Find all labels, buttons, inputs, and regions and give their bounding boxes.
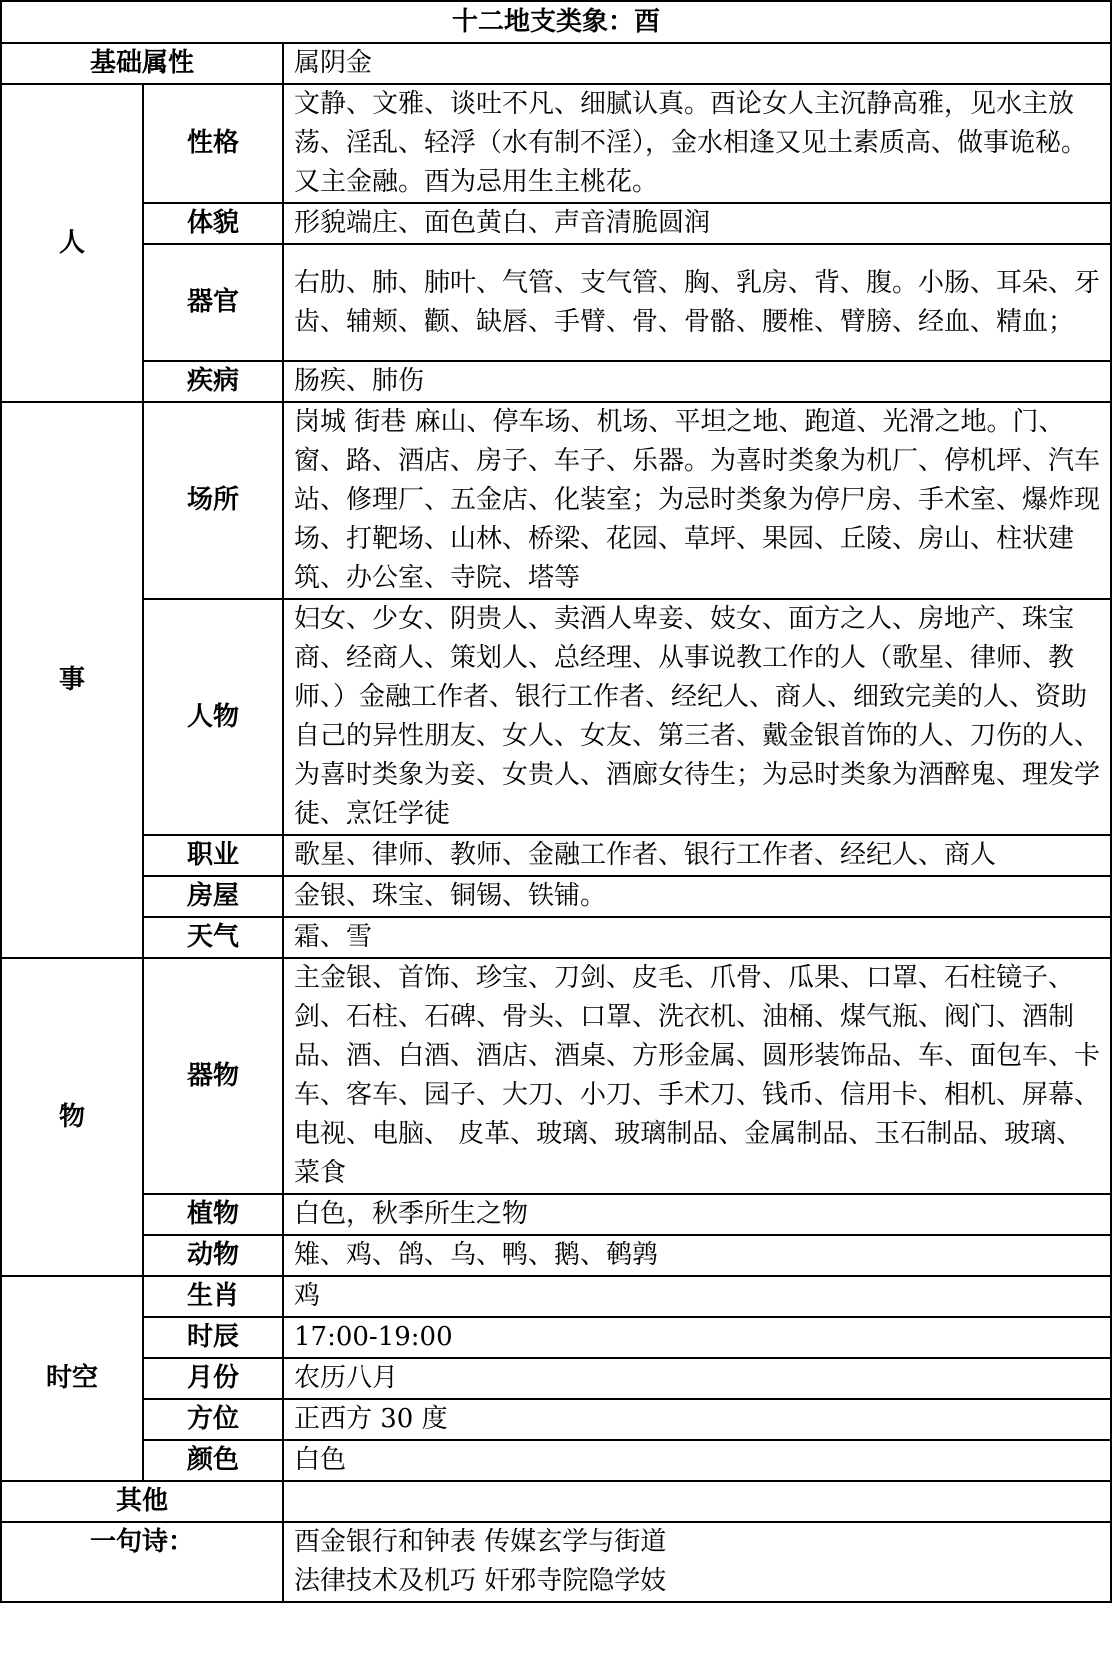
row-value-jibing: 肠疾、肺伤 — [283, 361, 1111, 402]
table-row — [1, 958, 1111, 1194]
table-title: 十二地支类象：酉 — [1, 1, 1111, 43]
row-label-shengxiao: 生肖 — [143, 1276, 283, 1317]
row-value-tianqi: 霜、雪 — [283, 917, 1111, 958]
row-label-tianqi: 天气 — [143, 917, 283, 958]
table-row — [1, 1399, 1111, 1440]
table-row — [1, 1276, 1111, 1317]
row-label-timao: 体貌 — [143, 203, 283, 244]
row-value-shengxiao: 鸡 — [283, 1276, 1111, 1317]
group-label-shikong: 时空 — [1, 1276, 143, 1481]
row-value-qiguan: 右肋、肺、肺叶、气管、支气管、胸、乳房、背、腹。小肠、耳朵、牙齿、辅颊、颧、缺唇、手臂、骨、骨骼、腰椎、臂膀、经血、精血； — [283, 244, 1111, 361]
row-label-yuefen: 月份 — [143, 1358, 283, 1399]
row-value-timao: 形貌端庄、面色黄白、声音清脆圆润 — [283, 203, 1111, 244]
row-label-renwu: 人物 — [143, 599, 283, 835]
row-label-fangwei: 方位 — [143, 1399, 283, 1440]
row-label-qiguan: 器官 — [143, 244, 283, 361]
table-row — [1, 835, 1111, 876]
table-row — [1, 1235, 1111, 1276]
basic-value: 属阴金 — [283, 43, 1111, 84]
group-label-wu: 物 — [1, 958, 143, 1276]
table-row — [1, 244, 1111, 361]
row-value-zhiye: 歌星、律师、教师、金融工作者、银行工作者、经纪人、商人 — [283, 835, 1111, 876]
row-label-xingge: 性格 — [143, 84, 283, 203]
row-label-changsuo: 场所 — [143, 402, 283, 599]
row-value-renwu: 妇女、少女、阴贵人、卖酒人卑妾、妓女、面方之人、房地产、珠宝商、经商人、策划人、总经理、从事说教工作的人（歌星、律师、教师、）金融工作者、银行工作者、经纪人、商人、细致完美的人、资助自己的异性朋友、女人、女友、第三者、戴金银首饰的人、刀伤的人、为喜时类象为妾、女贵人、酒廊女待生；为忌时类象为酒醉鬼、理发学徒、烹饪学徒 — [283, 599, 1111, 835]
row-value-qiwu: 主金银、首饰、珍宝、刀剑、皮毛、爪骨、瓜果、口罩、石柱镜子、剑、石柱、石碑、骨头、口罩、洗衣机、油桶、煤气瓶、阀门、酒制品、酒、白酒、酒店、酒桌、方形金属、圆形装饰品、车、面包车、卡车、客车、园子、大刀、小刀、手术刀、钱币、信用卡、相机、屏幕、电视、电脑、 皮革、玻璃、玻璃制品、金属制品、玉石制品、玻璃、菜食 — [283, 958, 1111, 1194]
other-row — [1, 1481, 1111, 1522]
row-label-fangwu: 房屋 — [143, 876, 283, 917]
row-value-yanse: 白色 — [283, 1440, 1111, 1481]
row-value-yuefen: 农历八月 — [283, 1358, 1111, 1399]
row-value-fangwu: 金银、珠宝、铜锡、铁铺。 — [283, 876, 1111, 917]
row-label-zhiye: 职业 — [143, 835, 283, 876]
title-row — [1, 1, 1111, 43]
row-value-changsuo: 岗城 街巷 麻山、停车场、机场、平坦之地、跑道、光滑之地。门、窗、路、酒店、房子、车子、乐器。为喜时类象为机厂、停机坪、汽车站、修理厂、五金店、化装室；为忌时类象为停尸房、手术室、爆炸现场、打靶场、山林、桥梁、花园、草坪、果园、丘陵、房山、柱状建筑、办公室、寺院、塔等 — [283, 402, 1111, 599]
group-label-shi: 事 — [1, 402, 143, 958]
table-row — [1, 84, 1111, 203]
other-value — [283, 1481, 1111, 1522]
row-label-zhiwu: 植物 — [143, 1194, 283, 1235]
table-row — [1, 203, 1111, 244]
poem-label: 一句诗： — [1, 1522, 283, 1602]
row-value-zhiwu: 白色，秋季所生之物 — [283, 1194, 1111, 1235]
table-row — [1, 361, 1111, 402]
row-value-shichen: 17:00-19:00 — [283, 1317, 1111, 1358]
row-value-fangwei: 正西方 30 度 — [283, 1399, 1111, 1440]
table-row — [1, 1317, 1111, 1358]
row-label-yanse: 颜色 — [143, 1440, 283, 1481]
table-row — [1, 876, 1111, 917]
row-label-shichen: 时辰 — [143, 1317, 283, 1358]
other-label: 其他 — [1, 1481, 283, 1522]
table-row — [1, 1440, 1111, 1481]
row-value-dongwu: 雉、鸡、鸽、乌、鸭、鹅、鹌鹑 — [283, 1235, 1111, 1276]
table-row — [1, 599, 1111, 835]
poem-line-1: 酉金银行和钟表 传媒玄学与街道 — [294, 1527, 667, 1557]
poem-value — [283, 1522, 1111, 1602]
row-label-dongwu: 动物 — [143, 1235, 283, 1276]
row-label-qiwu: 器物 — [143, 958, 283, 1194]
table-row — [1, 402, 1111, 599]
table-row — [1, 1358, 1111, 1399]
table-row — [1, 1194, 1111, 1235]
basic-label: 基础属性 — [1, 43, 283, 84]
poem-line-2: 法律技术及机巧 奸邪寺院隐学妓 — [294, 1566, 667, 1596]
table-row — [1, 917, 1111, 958]
poem-row — [1, 1522, 1111, 1602]
group-label-ren: 人 — [1, 84, 143, 402]
row-label-jibing: 疾病 — [143, 361, 283, 402]
row-value-xingge: 文静、文雅、谈吐不凡、细腻认真。酉论女人主沉静高雅，见水主放荡、淫乱、轻浮（水有制不淫），金水相逢又见土素质高、做事诡秘。又主金融。酉为忌用生主桃花。 — [283, 84, 1111, 203]
basic-row — [1, 43, 1111, 84]
